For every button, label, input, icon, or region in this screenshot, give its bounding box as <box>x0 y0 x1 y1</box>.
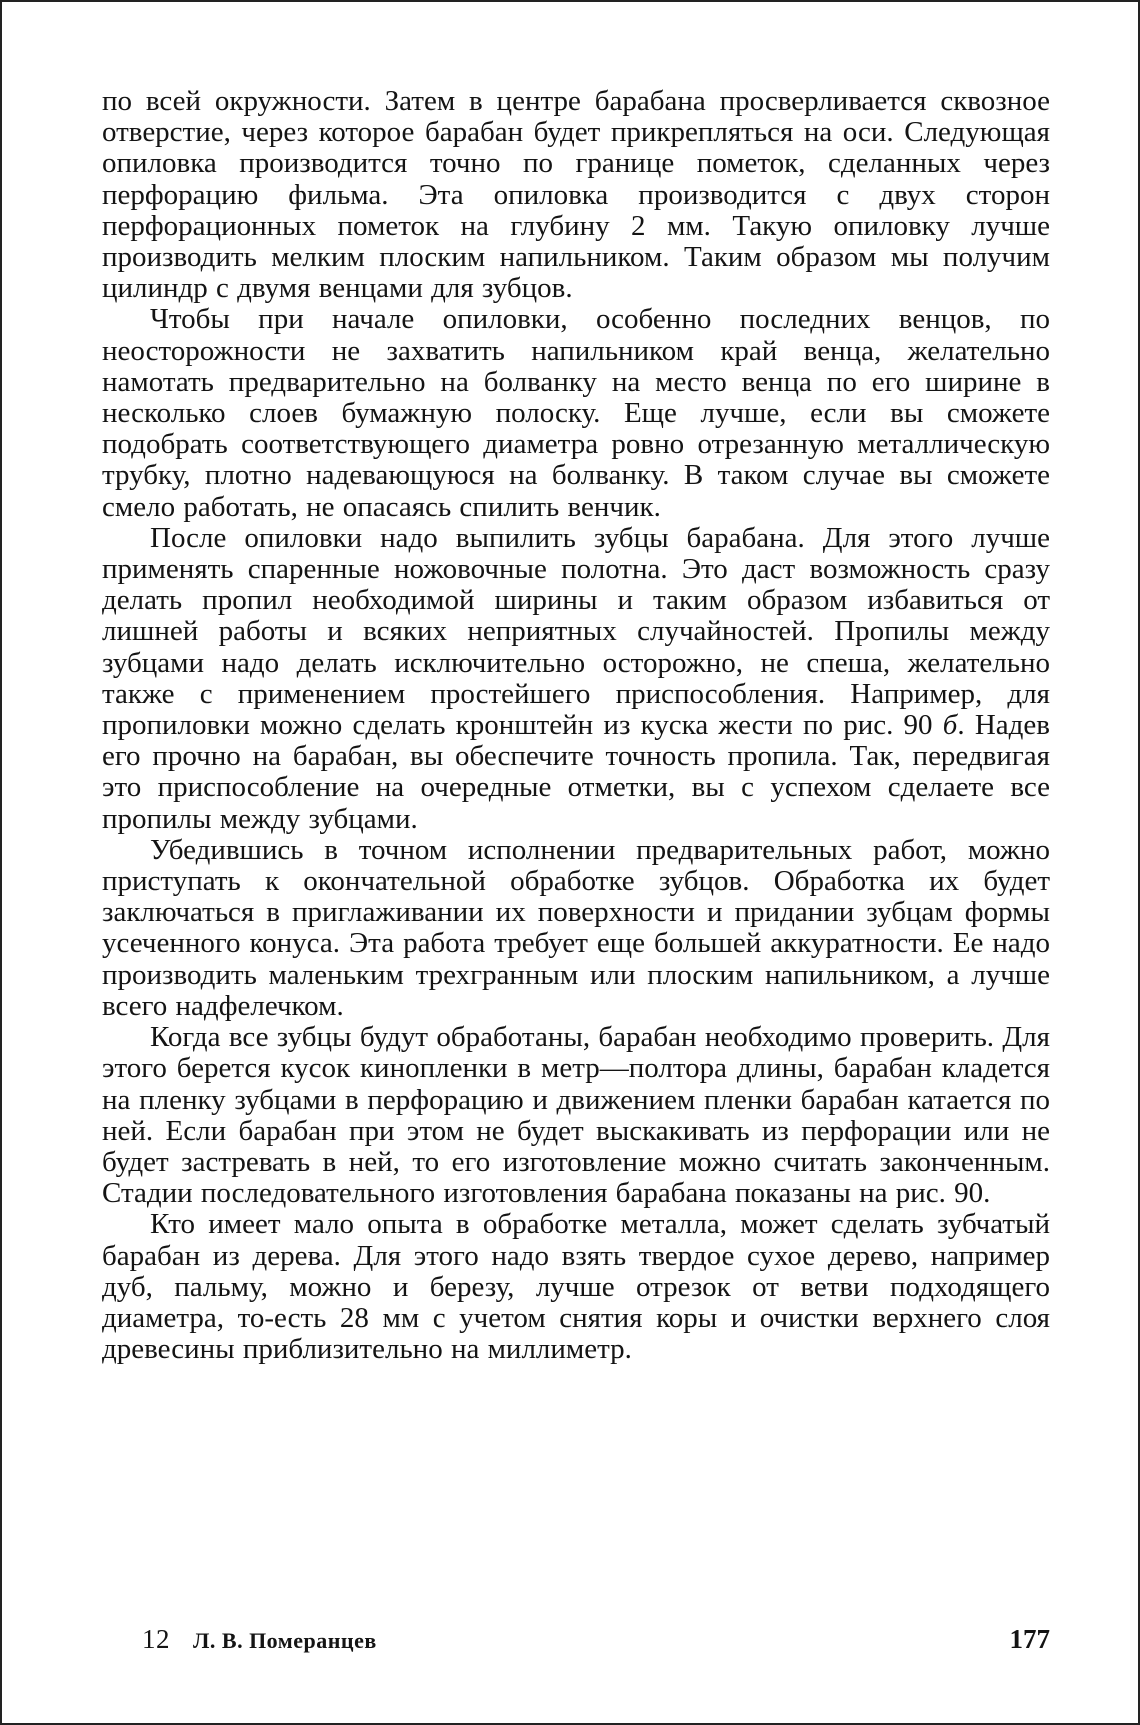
paragraph-finishing-teeth: Убедившись в точном исполнении предварительных работ, можно приступать к окончательной обработке зубцов. Обработка их будет заключаться в приглаживании их поверхности и придании зубцам формы усеченного конуса. Эта работа требует еще большей аккуратности. Ее надо производить маленьким трехгранным или плоским напильником, а лучше всего надфелечком. <box>102 833 1050 1022</box>
printer-signature <box>142 1624 377 1655</box>
paragraph-winding-strip: Чтобы при начале опиловки, особенно последних венцов, по неосторожности не захватить напильником край венца, желательно намотать предварительно на болванку на место венца по его ширине в несколько слоев бумажную полоску. Еще лучше, если вы сможете подобрать соответствующего диаметра ровно отрезанную металлическую трубку, плотно надевающуюся на болванку. В таком случае вы сможете смело работать, не опасаясь спилить венчик. <box>102 303 1050 523</box>
signature-number: 12 <box>142 1624 170 1654</box>
paragraph-checking-drum: Когда все зубцы будут обработаны, барабан необходимо проверить. Для этого берется кусок кинопленки в метр—полтора длины, барабан кладется на пленку зубцами в перфорацию и движением пленки барабан катается по ней. Если барабан при этом не будет выскакивать из перфорации или не будет застревать в ней, то его изготовление можно считать законченным. Стадии последовательного изготовления барабана показаны на рис. 90. <box>102 1021 1050 1210</box>
paragraph-wooden-drum: Кто имеет мало опыта в обработке металла, может сделать зубчатый барабан из дерева. Для этого надо взять твердое сухое дерево, например дуб, пальму, можно и березу, лучше отрезок от ветви подходящего диаметра, то-есть 28 мм с учетом снятия коры и очистки верхнего слоя древесины приблизительно на миллиметр. <box>102 1208 1050 1366</box>
page-number: 177 <box>1009 1624 1050 1654</box>
paragraph-continuation: по всей окружности. Затем в центре барабана просверливается сквозное отверстие, через которое барабан будет прикрепляться на оси. Следующая опиловка производится точно по границе пометок, сделанных через перфорацию фильма. Эта опиловка производится с двух сторон перфорационных пометок на глубину 2 мм. Такую опиловку лучше производить мелким плоским напильником. Таким образом мы получим цилиндр с двумя венцами для зубцов. <box>102 85 1050 305</box>
paragraph-sawing-teeth: После опиловки надо выпилить зубцы барабана. Для этого лучше применять спаренные ножовочные полотна. Это даст возможность сразу делать пропил необходимой ширины и таким образом избавиться от лишней работы и всяких неприятных случайностей. Пропилы между зубцами надо делать исключительно осторожно, не спеша, желательно также с применением простейшего приспособления. Например, для пропиловки можно сделать кронштейн из куска жести по рис. 90 б. Надев его прочно на барабан, вы обеспечите точность пропила. Так, передвигая это приспособление на очередные отметки, вы с успехом сделаете все пропилы между зубцами. <box>102 521 1050 835</box>
signature-author: Л. В. Померанцев <box>193 1628 377 1653</box>
figure-letter: б <box>942 709 958 742</box>
text-column <box>102 86 1050 1365</box>
page-footer <box>142 1624 1050 1664</box>
